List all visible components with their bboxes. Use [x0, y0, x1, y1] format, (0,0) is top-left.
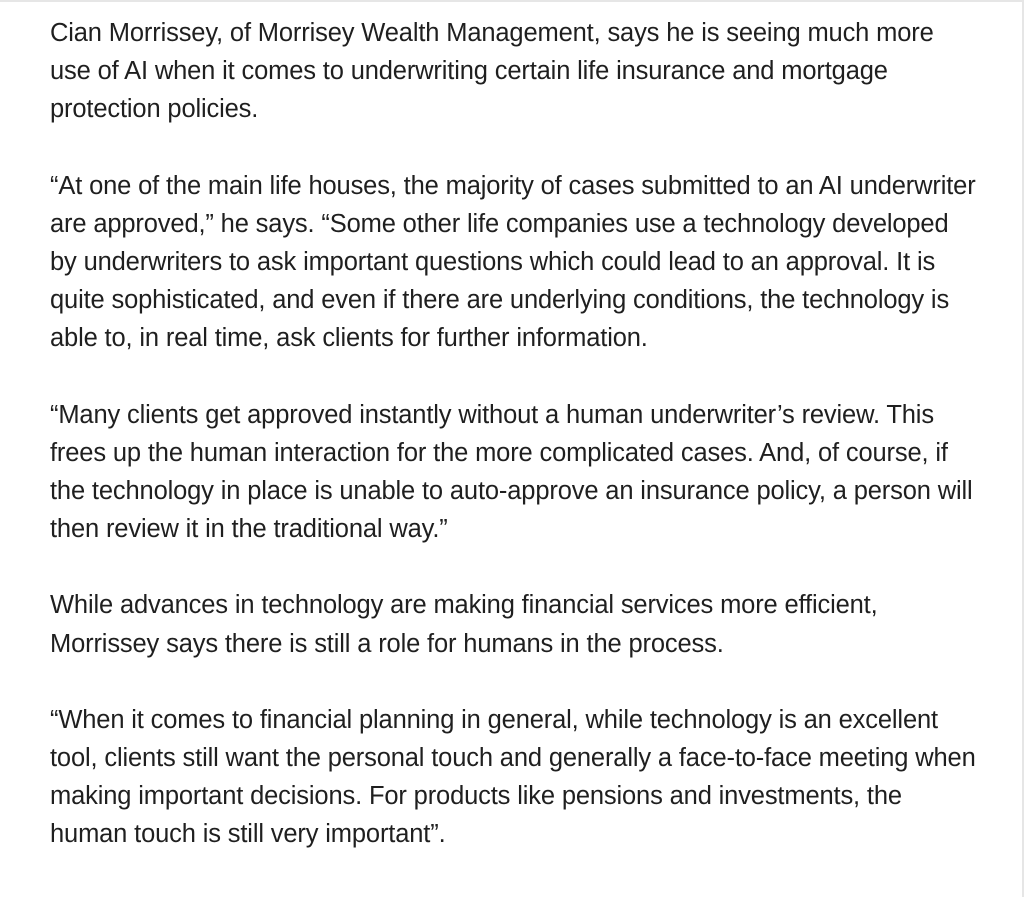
article-paragraph-4: While advances in technology are making financial services more efficient, Morrissey says there is still a role for humans in the process.: [50, 591, 878, 658]
article-paragraph-2: “At one of the main life houses, the majority of cases submitted to an AI underwriter are approved,” he says. “Some other life companies use a technology developed by underwriters to ask important questions which could lead to an approval. It is quite sophisticated, and even if there are underlying conditions, the technology is able to, in real time, ask clients for further information.: [50, 171, 976, 353]
article-body: [50, 14, 980, 892]
article-paragraph-1: Cian Morrissey, of Morrisey Wealth Management, says he is seeing much more use of AI when it comes to underwriting certain life insurance and mortgage protection policies.: [50, 19, 934, 124]
article-paragraph-3: “Many clients get approved instantly without a human underwriter’s review. This frees up the human interaction for the more complicated cases. And, of course, if the technology in place is unable to auto-approve an insurance policy, a person will then review it in the traditional way.”: [50, 400, 973, 544]
top-divider: [0, 0, 1024, 2]
article-paragraph-5: “When it comes to financial planning in general, while technology is an excellent tool, clients still want the personal touch and generally a face-to-face meeting when making important decisions. For products like pensions and investments, the human touch is still very important”.: [50, 705, 976, 849]
